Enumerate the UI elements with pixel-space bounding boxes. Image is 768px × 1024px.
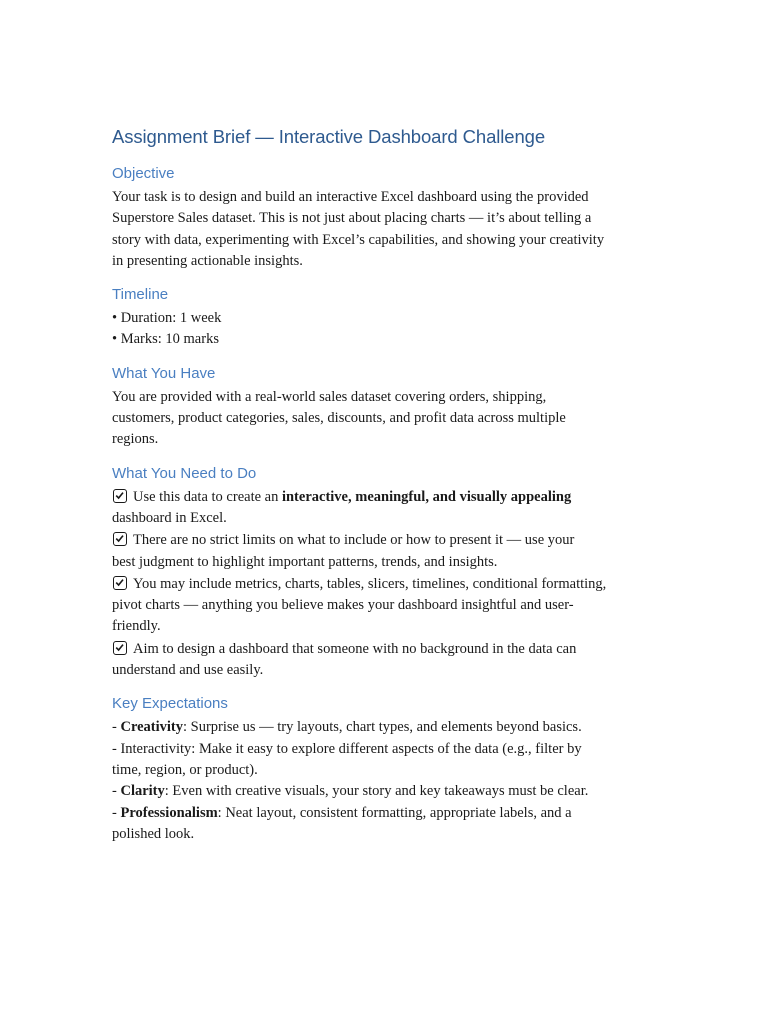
expectation-clarity: - Clarity: Even with creative visuals, your story and key takeaways must be clear. [112,783,589,800]
checkbox-checked-icon [113,489,127,503]
checklist-text: understand and use easily. [112,662,264,679]
what-you-have-heading: What You Have [112,364,216,382]
timeline-marks: • Marks: 10 marks [112,331,219,348]
checkbox-checked-icon [113,641,127,655]
key-expectations-heading: Key Expectations [112,695,228,713]
objective-line: story with data, experimenting with Excel’s capabilities, and showing your creativity [112,231,605,248]
what-you-have-paragraph [112,387,660,451]
objective-paragraph [112,187,660,272]
checklist-item [112,639,660,682]
page-title: Assignment Brief — Interactive Dashboard Challenge [112,126,546,147]
what-you-have-line: You are provided with a real-world sales dataset covering orders, shipping, [112,388,547,405]
expectation-interactivity-cont: time, region, or product). [112,761,258,778]
timeline-section [112,285,660,351]
checklist-text: best judgment to highlight important patterns, trends, and insights. [112,553,498,570]
what-you-need-section [112,464,660,682]
checklist-text: There are no strict limits on what to include or how to present it — use your [133,532,575,549]
checklist-item [112,530,660,573]
checklist-text: friendly. [112,618,161,635]
what-you-have-section [112,364,660,451]
timeline-heading: Timeline [112,286,169,304]
objective-line: Superstore Sales dataset. This is not just about placing charts — it’s about telling a [112,210,592,227]
key-expectations-section [112,694,660,845]
checklist-item [112,487,660,530]
objective-section [112,164,660,272]
checklist-text: pivot charts — anything you believe makes your dashboard insightful and user- [112,597,574,614]
what-you-need-heading: What You Need to Do [112,464,257,482]
checklist-item [112,574,660,638]
timeline-duration: • Duration: 1 week [112,310,222,327]
checkbox-checked-icon [113,576,127,590]
checklist-bold-text: interactive, meaningful, and visually appealing [281,488,572,505]
expectation-creativity: - Creativity: Surprise us — try layouts, chart types, and elements beyond basics. [112,719,582,736]
checklist-text: You may include metrics, charts, tables, slicers, timelines, conditional formatting, [133,575,607,592]
checklist-text: Aim to design a dashboard that someone with no background in the data can [133,640,577,657]
expectation-interactivity: - Interactivity: Make it easy to explore different aspects of the data (e.g., filter by [112,740,582,757]
objective-line: in presenting actionable insights. [112,252,303,269]
what-you-have-line: regions. [112,431,159,448]
what-you-have-line: customers, product categories, sales, discounts, and profit data across multiple [112,410,566,427]
checkbox-checked-icon [113,532,127,546]
expectation-professionalism: - Professionalism: Neat layout, consistent formatting, appropriate labels, and a [112,804,572,821]
checklist-text: dashboard in Excel. [112,509,227,526]
document-page [112,124,660,858]
objective-heading: Objective [112,165,175,182]
checklist-text: Use this data to create an [133,488,282,505]
expectation-professionalism-cont: polished look. [112,825,195,842]
objective-line: Your task is to design and build an interactive Excel dashboard using the provided [112,189,589,205]
